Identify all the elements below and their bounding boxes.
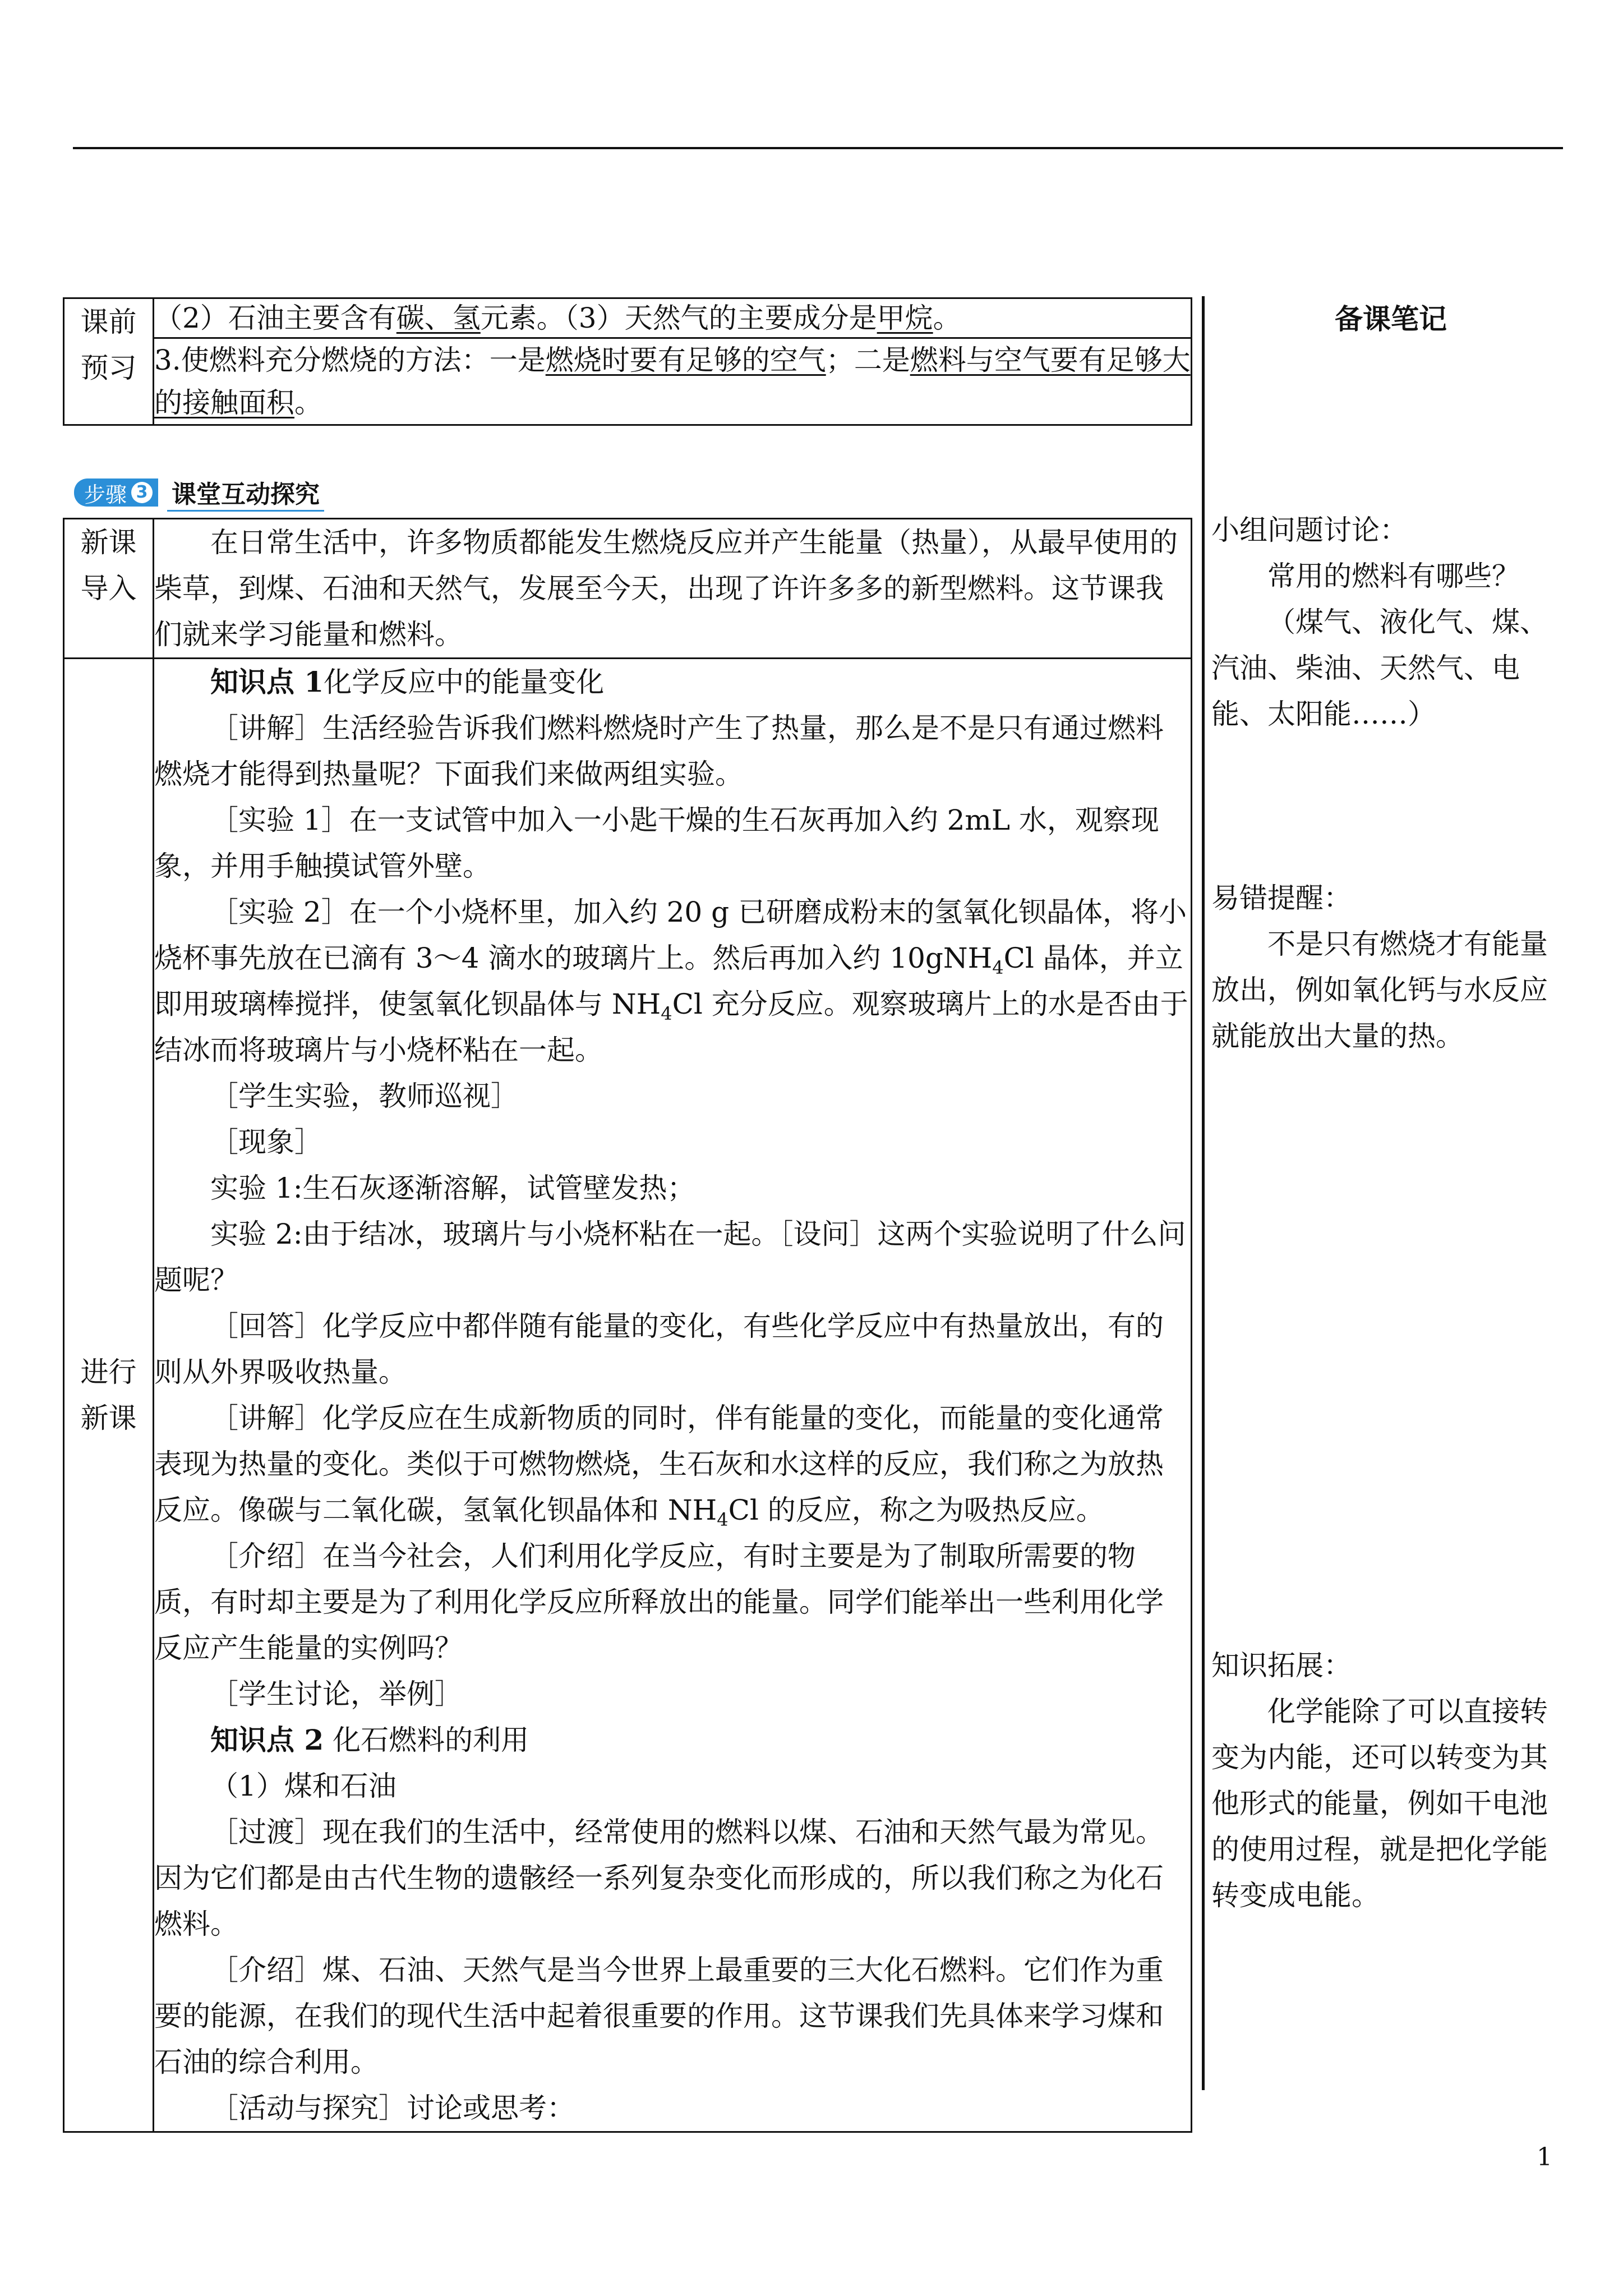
lesson-table (63, 518, 1192, 2133)
notes-divider (1202, 296, 1205, 2090)
intro-content: 在日常生活中，许多物质都能发生燃烧反应并产生能量（热量），从最早使用的柴草，到煤、石油和天然气，发展至今天，出现了许许多多的新型燃料。这节课我们就来学习能量和燃料。 (154, 519, 1192, 659)
note-knowledge-extension: 知识拓展： 化学能除了可以直接转变为内能，还可以转变为其他形式的能量，例如干电池的使用过程，就是把化学能转变成电能。 (1211, 1649, 1548, 1912)
kp2-heading: 知识点 2 化石燃料的利用 (210, 1723, 529, 1756)
page-number: 1 (1537, 2143, 1552, 2171)
notes-title: 备课笔记 (1335, 302, 1447, 335)
note-common-mistake: 易错提醒： 不是只有燃烧才有能量放出，例如氧化钙与水反应就能放出大量的热。 (1211, 882, 1548, 1052)
intro-label: 新课 导入 (64, 519, 154, 659)
step-title: 课堂互动探究 (167, 474, 324, 512)
step-number: 3 (131, 482, 153, 503)
main-label: 进行 新课 (64, 659, 154, 2132)
header-rule (73, 147, 1563, 149)
preview-row-2: 3.使燃料充分燃烧的方法：一是燃烧时要有足够的空气；二是燃料与空气要有足够大的接触面积。 (154, 338, 1192, 425)
step-header (74, 478, 324, 507)
main-content: 知识点 1化学反应中的能量变化 ［讲解］生活经验告诉我们燃料燃烧时产生了热量，那么是不是只有通过燃料燃烧才能得到热量呢？下面我们来做两组实验。 ［实验 1］在一支试管中加入一小匙干燥的生石灰再加入约 2mL 水，观察现象，并用手触摸试管外壁。 ［实验 2］在一个小烧杯里，加入约 20 g 已研磨成粉末的氢氧化钡晶体，将小烧杯事先放在已滴有 3～4 滴水的玻璃片上。然后再加入约 10gNH$_4$Cl 晶体，并立即用玻璃棒搅拌，使氢氧化钡晶体与 $NH_4Cl$ 充分反应。观察玻璃片上的水是否由于结冰而将玻璃片与小烧杯粘在一起。 ［学生实验，教师巡视］ ［现象］ 实验 1:生石灰逐渐溶解，试管壁发热； 实验 2:由于结冰，玻璃片与小烧杯粘在一起。［设问］这两个实验说明了什么问题呢？ ［回答］化学反应中都伴随有能量的变化，有些化学反应中有热量放出，有的则从外界吸收热量。 ［讲解］化学反应在生成新物质的同时，伴有能量的变化，而能量的变化通常表现为热量的变化。类似于可燃物燃烧，生石灰和水这样的反应，我们称之为放热反应。像碳与二氧化碳，氢氧化钡晶体和 $NH_4Cl$ 的反应，称之为吸热反应。 ［介绍］在当今社会，人们利用化学反应，有时主要是为了制取所需要的物质，有时却主要是为了利用化学反应所释放出的能量。同学们能举出一些利用化学反应产生能量的实例吗？ ［学生讨论，举例］ 知识点 2 化石燃料的利用 （1）煤和石油 ［过渡］现在我们的生活中，经常使用的燃料以煤、石油和天然气最为常见。因为它们都是由古代生物的遗骸经一系列复杂变化而形成的，所以我们称之为化石燃料。 ［介绍］煤、石油、天然气是当今世界上最重要的三大化石燃料。它们作为重要的能源，在我们的现代生活中起着很重要的作用。这节课我们先具体来学习煤和石油的综合利用。 ［活动与探究］讨论或思考： (154, 659, 1192, 2132)
preview-table (63, 297, 1192, 426)
note-group-discussion: 小组问题讨论： 常用的燃料有哪些？ （煤气、液化气、煤、汽油、柴油、天然气、电能、太阳能……） (1211, 514, 1548, 730)
preview-label: 课前 预习 (64, 298, 154, 425)
kp1-heading: 知识点 1化学反应中的能量变化 (210, 665, 605, 698)
preview-row-1: （2）石油主要含有碳、氢元素。（3）天然气的主要成分是甲烷。 (154, 298, 1192, 338)
step-badge: 步骤 3 (74, 478, 158, 507)
